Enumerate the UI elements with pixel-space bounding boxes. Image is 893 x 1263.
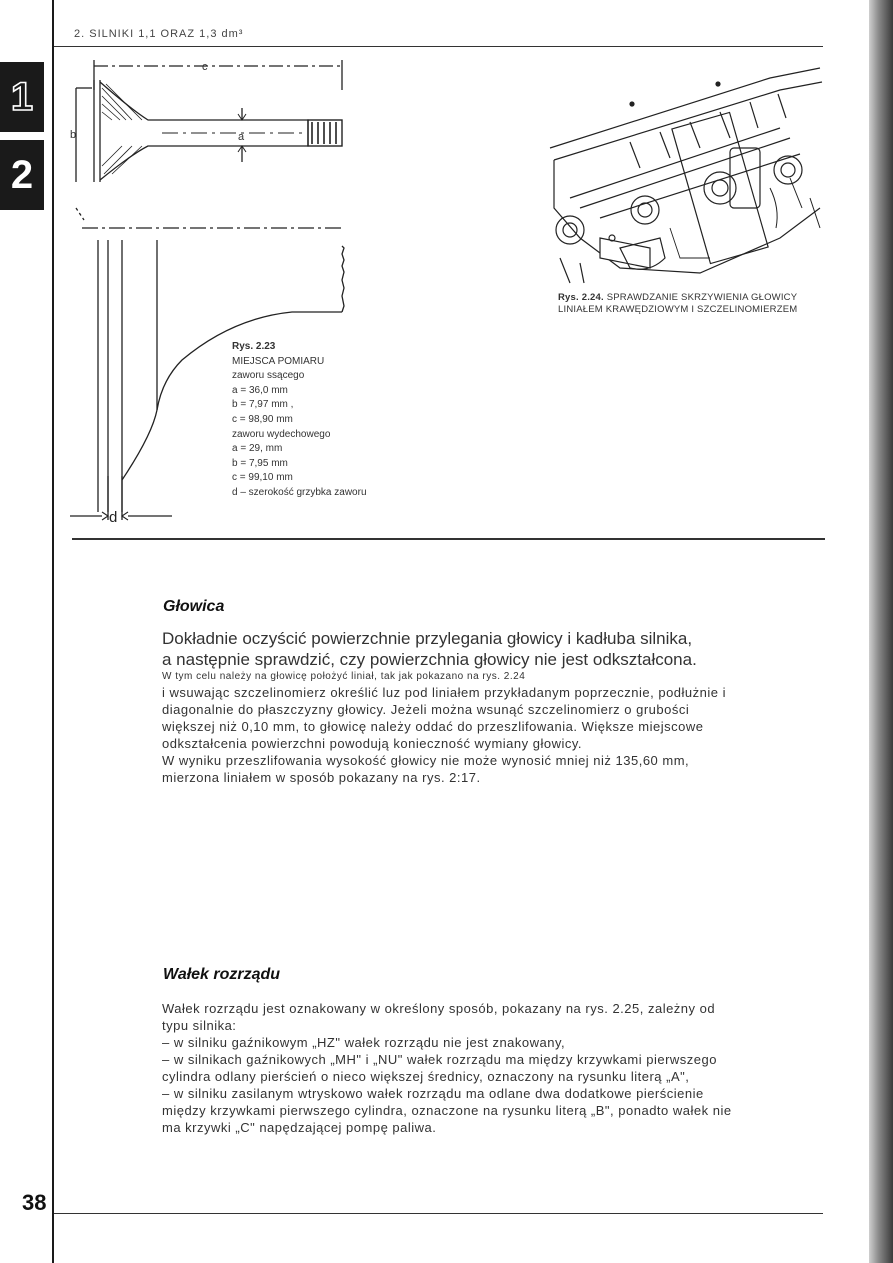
caption-line2: LINIAŁEM KRAWĘDZIOWYM I SZCZELINOMIERZEM xyxy=(558,304,798,315)
intake-label: zaworu ssącego xyxy=(232,370,305,382)
glowica-para2: W wyniku przeszlifowania wysokość głowicy nie może wynosić mniej niż 135,60 mm, mierzona liniałem w sposób pokazany na rys. 2:17. xyxy=(162,753,690,785)
glowica-line2: a następnie sprawdzić, czy powierzchnia głowicy nie jest odkształcona. xyxy=(162,650,697,669)
glowica-line3: W tym celu należy na głowicę położyć liniał, tak jak pokazano na rys. 2.24 xyxy=(162,671,526,682)
page-edge-shadow xyxy=(869,0,893,1263)
figure-2-24-caption xyxy=(558,292,828,316)
exhaust-b: b = 7,95 mm xyxy=(232,457,288,469)
running-header: 2. SILNIKI 1,1 ORAZ 1,3 dm³ xyxy=(74,28,244,40)
walek-intro: Wałek rozrządu jest oznakowany w określony sposób, pokazany na rys. 2.25, zależny od typu silnika: xyxy=(162,1001,716,1033)
walek-item3: – w silniku zasilanym wtryskowo wałek rozrządu ma odlane dwa dodatkowe pierścienie między krzywkami pierwszego cylindra, oznaczone na rysunku literą „B", ponadto wałek nie ma krzywki „C" napędzającej pompę paliwa. xyxy=(162,1086,732,1135)
dim-label-a: a xyxy=(238,131,245,143)
d-definition: d – szerokość grzybka zaworu xyxy=(232,486,367,498)
intake-c: c = 98,90 mm xyxy=(232,413,293,425)
page-left-rule xyxy=(52,0,54,1263)
dim-label-d: d xyxy=(109,509,118,526)
dim-label-b: b xyxy=(70,129,77,141)
walek-text xyxy=(162,1000,744,1136)
intake-b: b = 7,97 mm , xyxy=(232,399,294,411)
exhaust-c: c = 99,10 mm xyxy=(232,472,293,484)
cylinder-head-illustration xyxy=(540,58,825,288)
header-rule xyxy=(54,46,823,47)
caption-number: Rys. 2.24. xyxy=(558,292,604,303)
intake-a: a = 36,0 mm xyxy=(232,384,288,396)
footer-rule xyxy=(54,1213,823,1214)
heading-walek: Wałek rozrządu xyxy=(163,966,281,983)
caption-title: Rys. 2.23 xyxy=(232,341,276,352)
chapter-tab-1: 1 xyxy=(0,62,44,132)
glowica-text xyxy=(162,628,742,786)
walek-item1: – w silniku gaźnikowym „HZ" wałek rozrządu nie jest znakowany, xyxy=(162,1035,566,1050)
chapter-tab-2: 2 xyxy=(0,140,44,210)
walek-item2: – w silnikach gaźnikowych „MH" i „NU" wałek rozrządu ma między krzywkami pierwszego cylindra odlany pierścień o nieco większej średnicy, oznaczony na rysunku literą „A", xyxy=(162,1052,717,1084)
page-number: 38 xyxy=(22,1190,47,1215)
section-rule xyxy=(72,538,825,540)
dim-label-c: c xyxy=(202,61,208,73)
caption-line1: SPRAWDZANIE SKRZYWIENIA GŁOWICY xyxy=(606,292,798,303)
glowica-line1: Dokładnie oczyścić powierzchnie przylegania głowicy i kadłuba silnika, xyxy=(162,629,693,648)
glowica-rest: i wsuwając szczelinomierz określić luz pod liniałem przykładanym poprzecznie, podłużnie i diagonalnie do płaszczyzny głowicy. Jeżeli można wsunąć szczelinomierz o grubości większej niż 0,10 mm, to głowicę należy oddać do przeszlifowania. Większe miejscowe odkształcenia powierzchni powodują konieczność wymiany głowicy. xyxy=(162,685,726,751)
caption-subtitle: MIEJSCA POMIARU xyxy=(232,355,325,367)
exhaust-label: zaworu wydechowego xyxy=(232,428,331,440)
heading-glowica: Głowica xyxy=(163,598,225,615)
figure-2-23-caption xyxy=(232,340,367,501)
exhaust-a: a = 29, mm xyxy=(232,443,283,455)
